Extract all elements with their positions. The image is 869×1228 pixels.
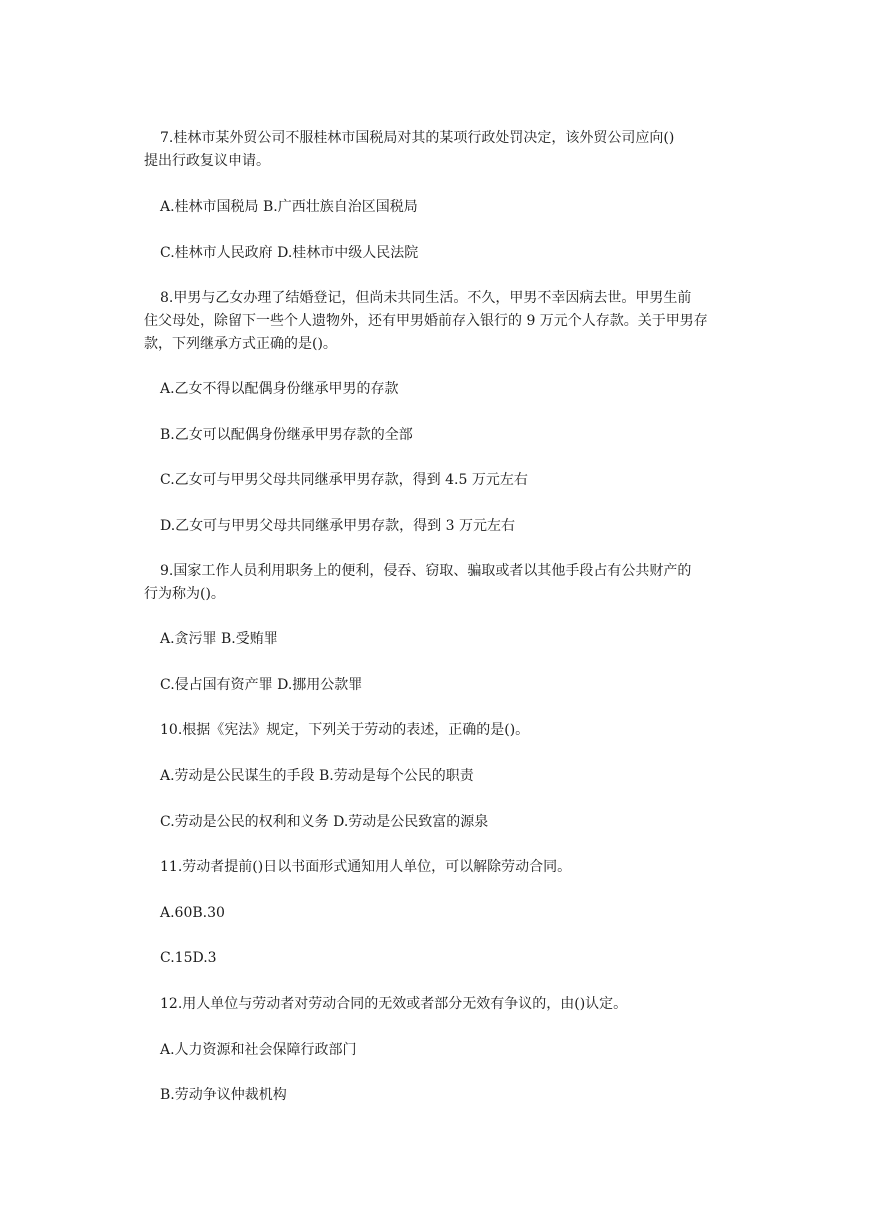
question-7-stem <box>144 127 720 173</box>
question-8-stem <box>144 287 720 356</box>
question-11-option-ab: A.60B.30 <box>160 905 225 921</box>
question-8-option-c: C.乙女可与甲男父母共同继承甲男存款，得到 4.5 万元左右 <box>160 472 528 488</box>
question-12-stem: 12.用人单位与劳动者对劳动合同的无效或者部分无效有争议的，由()认定。 <box>160 996 628 1012</box>
question-8-option-d: D.乙女可与甲男父母共同继承甲男存款，得到 3 万元左右 <box>160 518 515 534</box>
question-11-stem: 11.劳动者提前()日以书面形式通知用人单位，可以解除劳动合同。 <box>160 859 572 875</box>
question-8-option-b: B.乙女可以配偶身份继承甲男存款的全部 <box>160 427 413 443</box>
question-12-option-b: B.劳动争议仲裁机构 <box>160 1087 287 1103</box>
question-8-stem-line-1: 8.甲男与乙女办理了结婚登记，但尚未共同生活。不久，甲男不幸因病去世。甲男生前 <box>160 290 692 306</box>
question-10-option-ab: A.劳动是公民谋生的手段 B.劳动是每个公民的职责 <box>160 768 474 784</box>
question-8-option-a: A.乙女不得以配偶身份继承甲男的存款 <box>160 381 399 397</box>
question-9-stem-line-2: 行为称为()。 <box>144 586 225 602</box>
question-10-stem: 10.根据《宪法》规定，下列关于劳动的表述，正确的是()。 <box>160 722 530 738</box>
question-7-option-ab: A.桂林市国税局 B.广西壮族自治区国税局 <box>160 199 418 215</box>
question-11-option-cd: C.15D.3 <box>160 950 217 966</box>
question-10-option-cd: C.劳动是公民的权利和义务 D.劳动是公民致富的源泉 <box>160 814 489 830</box>
question-7-option-cd: C.桂林市人民政府 D.桂林市中级人民法院 <box>160 245 419 261</box>
question-8-stem-line-3: 款，下列继承方式正确的是()。 <box>144 336 337 352</box>
question-9-stem-line-1: 9.国家工作人员利用职务上的便利，侵吞、窃取、骗取或者以其他手段占有公共财产的 <box>160 563 692 579</box>
question-9-stem <box>144 560 720 606</box>
question-7-stem-line-2: 提出行政复议申请。 <box>144 153 270 169</box>
question-9-option-cd: C.侵占国有资产罪 D.挪用公款罪 <box>160 677 363 693</box>
question-8-stem-line-2: 住父母处，除留下一些个人遗物外，还有甲男婚前存入银行的 9 万元个人存款。关于甲男存 <box>144 313 708 329</box>
question-12-option-a: A.人力资源和社会保障行政部门 <box>160 1042 357 1058</box>
question-7-stem-line-1: 7.桂林市某外贸公司不服桂林市国税局对其的某项行政处罚决定，该外贸公司应向() <box>160 130 675 146</box>
question-9-option-ab: A.贪污罪 B.受贿罪 <box>160 631 278 647</box>
